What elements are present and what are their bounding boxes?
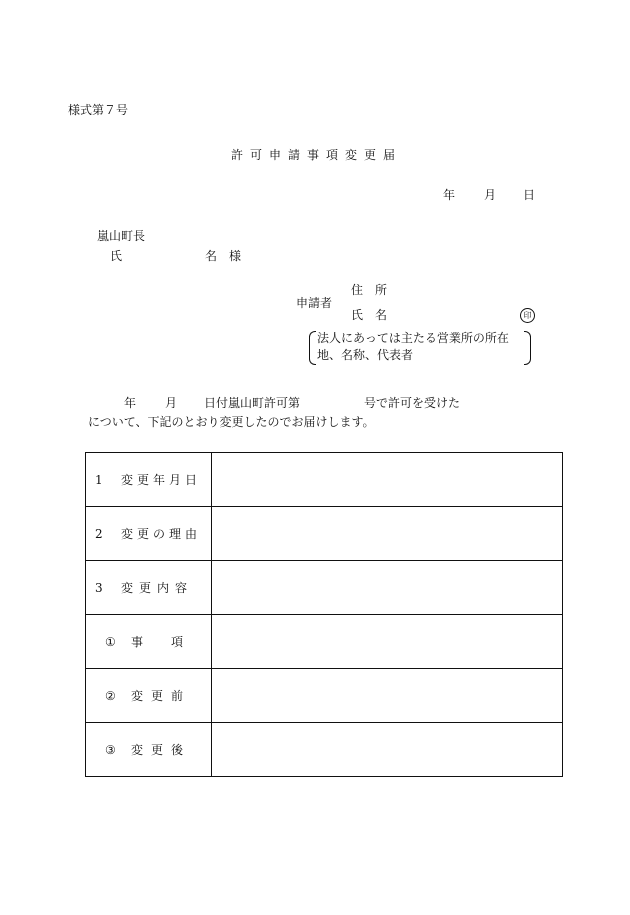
row-label: 変更の理由 xyxy=(121,527,202,541)
row-number: ① xyxy=(105,634,116,649)
row-number: ③ xyxy=(105,742,116,757)
corporate-note-line2: 地、名称、代表者 xyxy=(317,348,414,362)
applicant-name-label: 氏名 xyxy=(351,308,400,322)
applicant-address-label: 住所 xyxy=(351,283,400,297)
document-title: 許可申請事項変更届 xyxy=(231,148,403,162)
addressee-honorific: 名様 xyxy=(205,249,254,263)
row-number: ② xyxy=(105,688,116,703)
applicant-label: 申請者 xyxy=(296,296,333,310)
corporate-note xyxy=(309,329,531,363)
row-label: 変更内容 xyxy=(121,581,194,595)
row-number: 3 xyxy=(95,580,103,595)
date-month-label: 月 xyxy=(484,188,497,202)
table-row xyxy=(86,669,563,723)
value-cell[interactable] xyxy=(212,723,563,777)
addressee-name-label: 氏 xyxy=(110,249,123,263)
date-day-label: 日 xyxy=(523,188,536,202)
row-label: 変更後 xyxy=(131,743,192,757)
table-row xyxy=(86,723,563,777)
body-year-label: 年 xyxy=(124,396,137,410)
date-year-label: 年 xyxy=(443,188,456,202)
value-cell[interactable] xyxy=(212,669,563,723)
right-paren xyxy=(524,331,531,365)
value-cell[interactable] xyxy=(212,615,563,669)
table-row xyxy=(86,507,563,561)
change-table xyxy=(85,452,563,777)
table-row xyxy=(86,453,563,507)
value-cell[interactable] xyxy=(212,507,563,561)
row-label: 変更年月日 xyxy=(121,473,202,487)
corporate-note-line1: 法人にあっては主たる営業所の所在 xyxy=(317,331,509,345)
form-number: 様式第７号 xyxy=(68,103,129,117)
row-number: 2 xyxy=(95,526,103,541)
body-month-label: 月 xyxy=(165,396,178,410)
addressee-office: 嵐山町長 xyxy=(97,229,146,243)
row-label: 変更前 xyxy=(131,689,192,703)
left-paren xyxy=(309,331,316,365)
value-cell[interactable] xyxy=(212,453,563,507)
body-permit-text: 日付嵐山町許可第 xyxy=(204,396,301,410)
table-row xyxy=(86,615,563,669)
table-row xyxy=(86,561,563,615)
value-cell[interactable] xyxy=(212,561,563,615)
body-statement: について、下記のとおり変更したのでお届けします。 xyxy=(88,415,375,429)
body-permit-number-text: 号で許可を受けた xyxy=(364,396,461,410)
row-number: 1 xyxy=(95,472,103,487)
row-label: 事項 xyxy=(131,635,212,649)
seal-mark: 印 xyxy=(520,308,535,323)
